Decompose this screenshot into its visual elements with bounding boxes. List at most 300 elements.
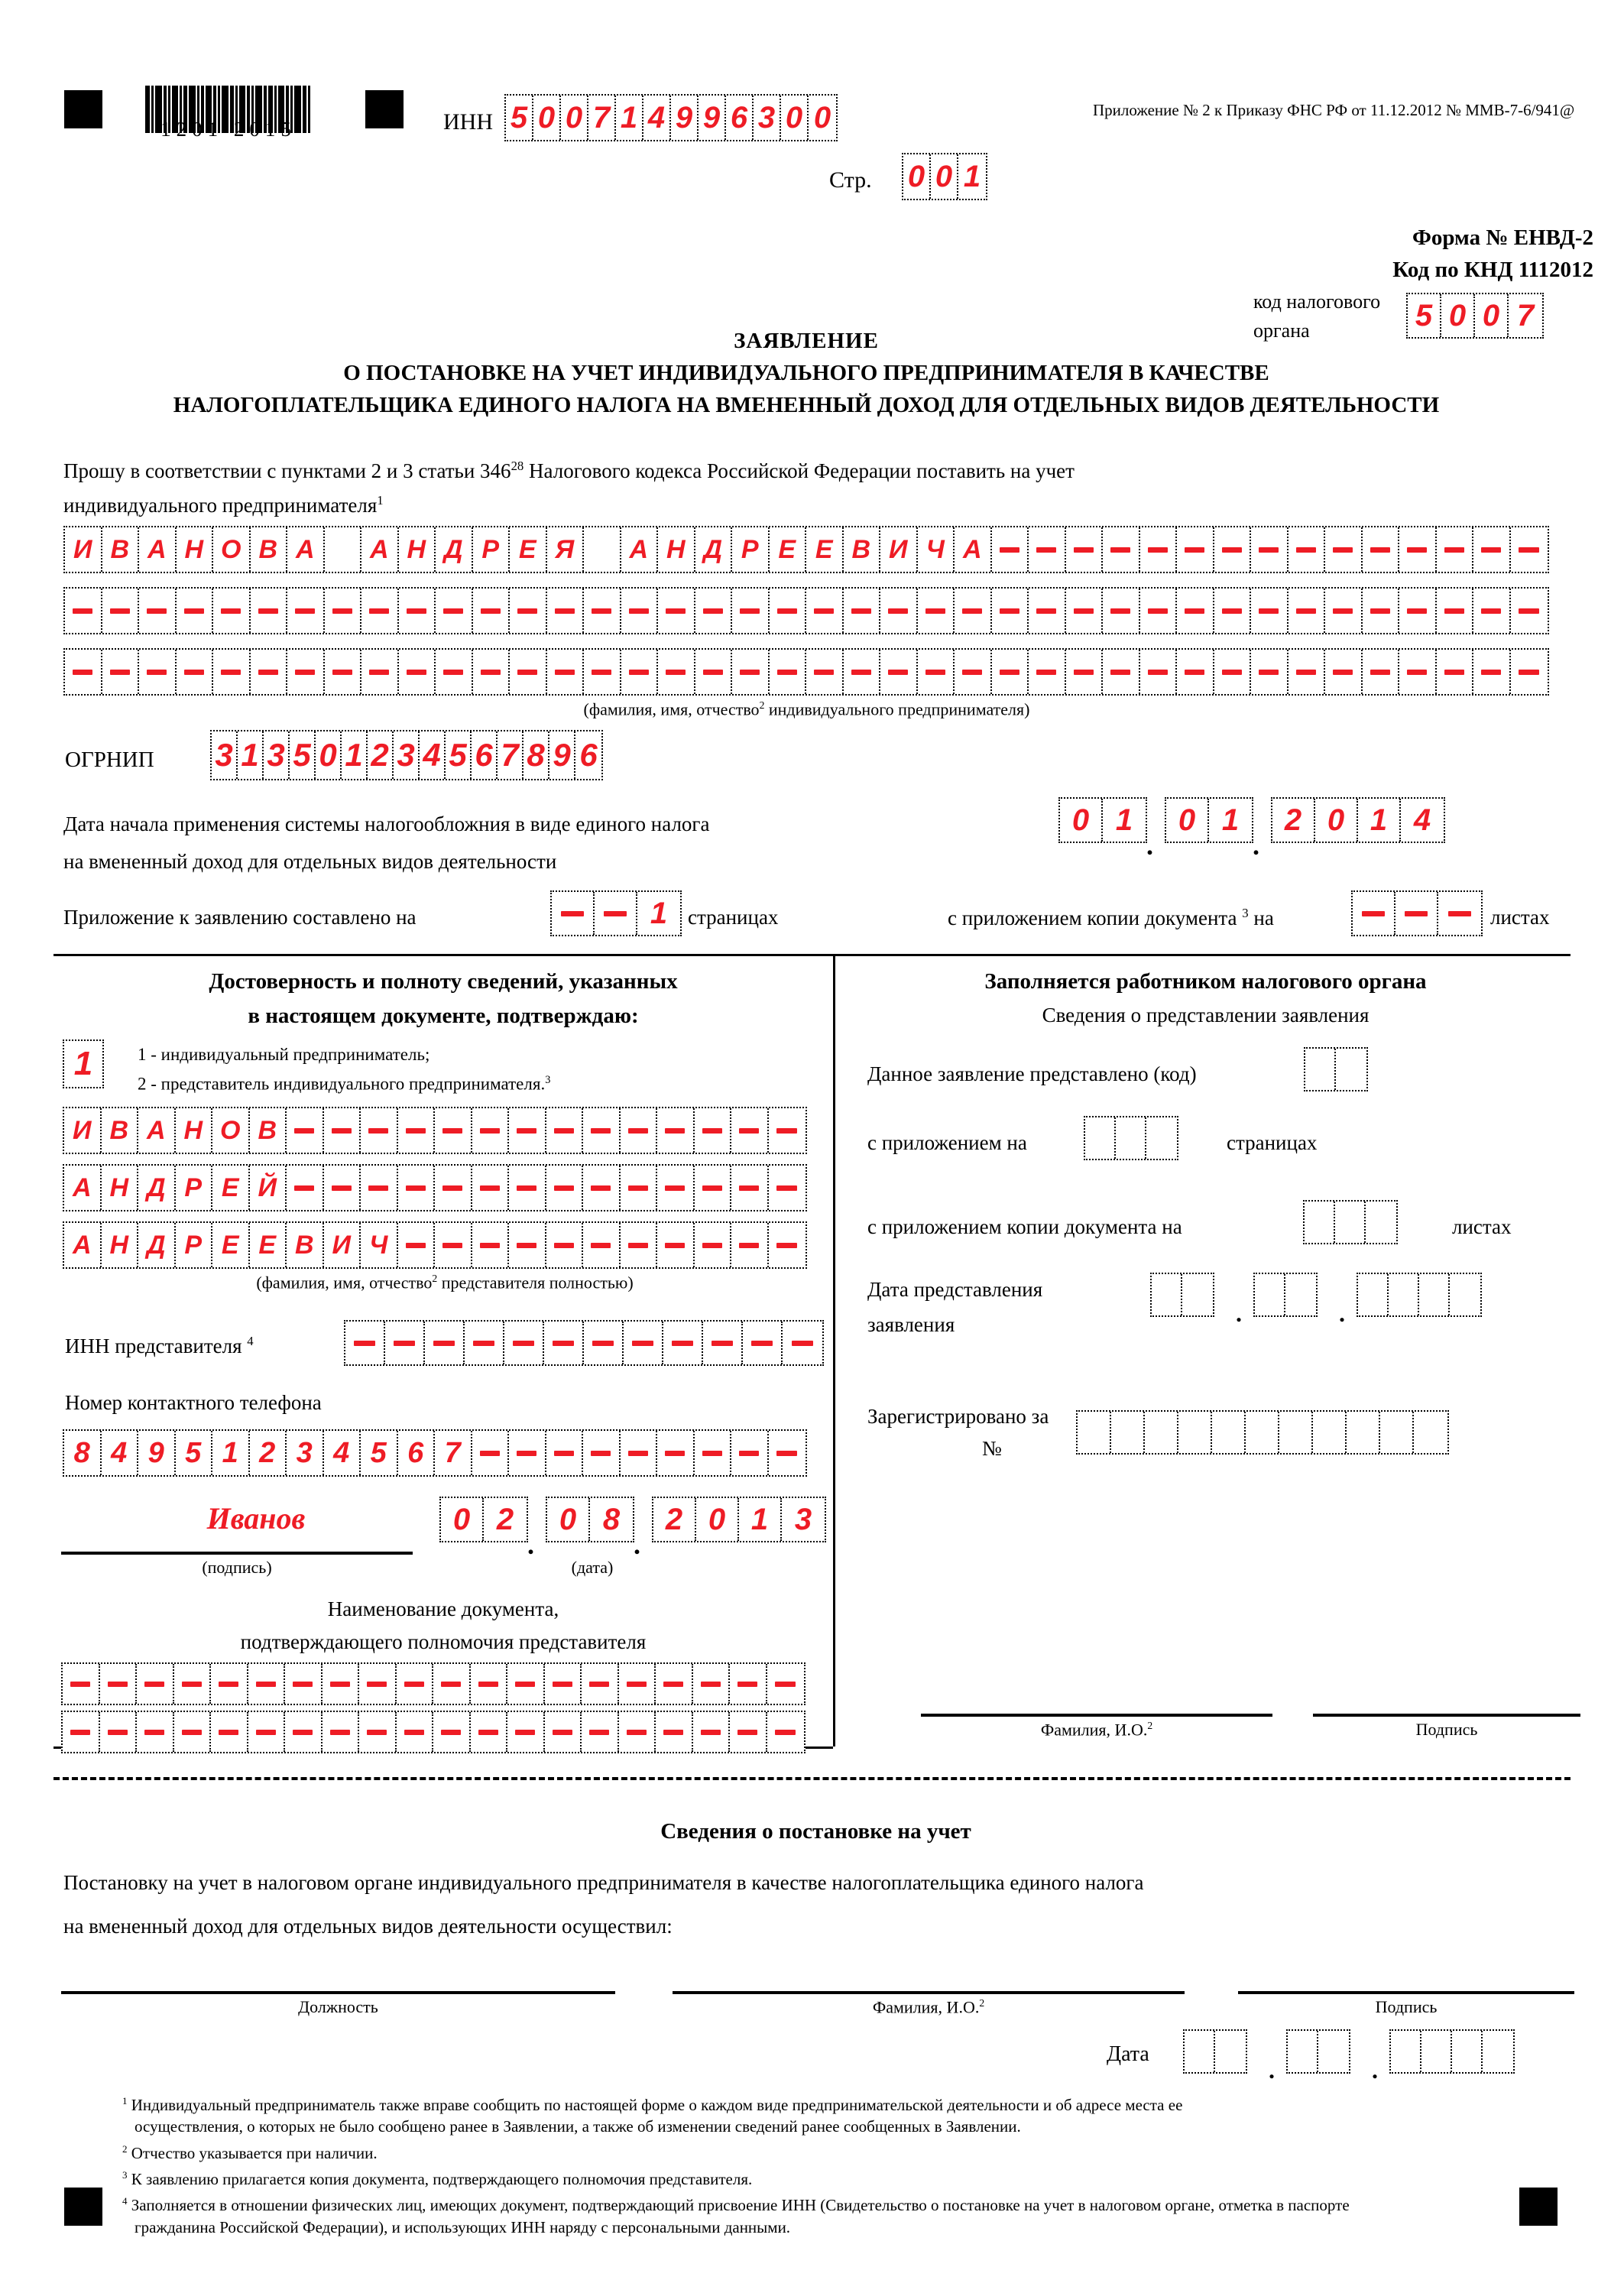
phone-cell-3[interactable]: 9: [138, 1431, 176, 1475]
rep-firstname-cell-5[interactable]: Е: [212, 1166, 250, 1210]
to-regno-cell-10[interactable]: [1380, 1412, 1414, 1453]
attachment-copies-input[interactable]: [1351, 890, 1483, 936]
ip-name-r1-cell-19[interactable]: Р: [732, 527, 770, 572]
ip-name-r1-cell-26[interactable]: [992, 527, 1029, 572]
ip-name-row-1[interactable]: [63, 526, 1549, 573]
ip-name-r2-cell-35[interactable]: [1325, 589, 1363, 633]
rep-patronymic-cell-3[interactable]: Д: [138, 1223, 176, 1267]
ip-name-r1-cell-6[interactable]: В: [251, 527, 288, 572]
ip-name-r2-cell-11[interactable]: [436, 589, 473, 633]
doc-r1-cell-18[interactable]: [693, 1664, 731, 1704]
inn-cell-12[interactable]: 0: [813, 100, 831, 135]
doc-r1-cell-7[interactable]: [285, 1664, 323, 1704]
ogrnip-cell-11[interactable]: 6: [472, 731, 498, 779]
doc-r2-cell-20[interactable]: [767, 1712, 805, 1752]
ip-name-r1-cell-31[interactable]: [1177, 527, 1214, 572]
ip-name-r1-cell-29[interactable]: [1103, 527, 1140, 572]
officer-date-year-input[interactable]: [1357, 1273, 1482, 1317]
ogrnip-cell-13[interactable]: 8: [524, 731, 549, 779]
ip-name-r2-cell-29[interactable]: [1103, 589, 1140, 633]
ip-name-r1-cell-12[interactable]: Р: [473, 527, 511, 572]
ip-name-r3-cell-2[interactable]: [102, 650, 140, 694]
taxorg-cell-2[interactable]: 0: [1441, 294, 1475, 337]
ogrnip-cell-7[interactable]: 2: [368, 731, 394, 779]
rep-patronymic-cell-15[interactable]: [583, 1223, 621, 1267]
ip-name-row-3[interactable]: [63, 648, 1549, 696]
ogrnip-cell-1[interactable]: 3: [212, 731, 238, 779]
rep-patronymic-cell-11[interactable]: [435, 1223, 472, 1267]
ip-name-r3-cell-23[interactable]: [880, 650, 918, 694]
rg-year-cell-4[interactable]: [1483, 2031, 1513, 2072]
inn-cell-8[interactable]: 9: [699, 96, 726, 140]
to-day-cell-1[interactable]: [1152, 1274, 1182, 1315]
ip-name-r3-cell-37[interactable]: [1399, 650, 1437, 694]
doc-r1-cell-2[interactable]: [100, 1664, 138, 1704]
doc-r1-cell-12[interactable]: [471, 1664, 508, 1704]
rep-surname-cell-9[interactable]: [361, 1108, 398, 1153]
phone-cell-12[interactable]: [472, 1431, 510, 1475]
ip-name-r2-cell-25[interactable]: [955, 589, 992, 633]
rep-surname-cell-10[interactable]: [398, 1108, 436, 1153]
ip-name-r3-cell-16[interactable]: [621, 650, 659, 694]
ip-name-r2-cell-34[interactable]: [1289, 589, 1326, 633]
page-cell-2[interactable]: 0: [931, 154, 958, 199]
ip-name-r1-cell-25[interactable]: А: [955, 527, 992, 572]
ip-name-r2-cell-18[interactable]: [695, 589, 733, 633]
ip-name-r1-cell-30[interactable]: [1140, 527, 1178, 572]
ip-name-r3-cell-11[interactable]: [436, 650, 473, 694]
phone-cell-11[interactable]: 7: [435, 1431, 472, 1475]
ip-name-r3-cell-28[interactable]: [1066, 650, 1104, 694]
ip-name-r3-cell-3[interactable]: [139, 650, 177, 694]
authority-document-row-1[interactable]: [61, 1662, 806, 1705]
rep-firstname-cell-20[interactable]: [769, 1166, 806, 1210]
ogrnip-cell-10[interactable]: 5: [446, 731, 472, 779]
ip-name-r3-cell-6[interactable]: [251, 650, 288, 694]
rep-surname-cell-11[interactable]: [435, 1108, 472, 1153]
ip-name-r3-cell-5[interactable]: [213, 650, 251, 694]
phone-cell-13[interactable]: [509, 1431, 546, 1475]
rep-inn-cell-1[interactable]: [345, 1322, 385, 1364]
inn-cell-5[interactable]: 1: [616, 96, 643, 140]
ip-name-r1-cell-35[interactable]: [1325, 527, 1363, 572]
phone-cell-14[interactable]: [546, 1431, 584, 1475]
ip-name-r2-cell-24[interactable]: [918, 589, 955, 633]
sd-year-cell-1[interactable]: 2: [1272, 799, 1315, 842]
ip-name-r2-cell-16[interactable]: [621, 589, 659, 633]
rep-patronymic-cell-13[interactable]: [509, 1223, 546, 1267]
ogrnip-cell-6[interactable]: 1: [342, 731, 368, 779]
inn-cell-1[interactable]: 5: [506, 96, 533, 140]
rep-surname-cell-16[interactable]: [621, 1108, 658, 1153]
inn-cell-6[interactable]: 4: [643, 96, 671, 140]
rep-inn-cell-8[interactable]: [624, 1322, 663, 1364]
ip-name-r2-cell-20[interactable]: [770, 589, 807, 633]
ogrnip-cell-5[interactable]: 0: [316, 731, 342, 779]
ip-name-r2-cell-36[interactable]: [1363, 589, 1400, 633]
ip-name-r3-cell-9[interactable]: [361, 650, 399, 694]
ip-name-r3-cell-31[interactable]: [1177, 650, 1214, 694]
to-copies-cell-3[interactable]: [1366, 1202, 1396, 1243]
ip-name-r1-cell-11[interactable]: Д: [436, 527, 473, 572]
inn-input[interactable]: [504, 94, 838, 141]
inn-cell-3[interactable]: 0: [561, 96, 588, 140]
rep-firstname-cell-17[interactable]: [657, 1166, 695, 1210]
doc-r1-cell-17[interactable]: [656, 1664, 693, 1704]
ip-name-r2-cell-6[interactable]: [251, 589, 288, 633]
rep-patronymic-cell-14[interactable]: [546, 1223, 584, 1267]
ip-name-r3-cell-12[interactable]: [473, 650, 511, 694]
ip-name-r3-cell-15[interactable]: [584, 650, 621, 694]
ogrnip-cell-15[interactable]: 6: [579, 737, 598, 773]
ip-name-r3-cell-25[interactable]: [955, 650, 992, 694]
ip-name-r1-cell-37[interactable]: [1399, 527, 1437, 572]
to-regno-cell-11[interactable]: [1414, 1412, 1447, 1453]
doc-r2-cell-9[interactable]: [359, 1712, 397, 1752]
ogrnip-cell-9[interactable]: 4: [420, 731, 446, 779]
inn-cell-11[interactable]: 0: [781, 96, 809, 140]
ip-name-r1-cell-28[interactable]: [1066, 527, 1104, 572]
to-regno-cell-7[interactable]: [1279, 1412, 1313, 1453]
att-pages-cell-3[interactable]: 1: [650, 896, 668, 930]
phone-cell-10[interactable]: 6: [398, 1431, 436, 1475]
ip-name-r1-cell-9[interactable]: А: [361, 527, 399, 572]
doc-r1-cell-15[interactable]: [582, 1664, 619, 1704]
ip-name-r1-cell-10[interactable]: Н: [399, 527, 436, 572]
rep-firstname-cell-3[interactable]: Д: [138, 1166, 176, 1210]
ip-name-r2-cell-17[interactable]: [658, 589, 695, 633]
rep-surname-cell-6[interactable]: В: [250, 1108, 287, 1153]
phone-input[interactable]: [63, 1429, 807, 1477]
doc-r1-cell-16[interactable]: [619, 1664, 656, 1704]
ip-name-r3-cell-8[interactable]: [325, 650, 362, 694]
rep-patronymic-cell-1[interactable]: А: [64, 1223, 102, 1267]
to-regno-cell-3[interactable]: [1145, 1412, 1178, 1453]
doc-r2-cell-18[interactable]: [693, 1712, 731, 1752]
att-copies-cell-3[interactable]: [1438, 892, 1481, 935]
ip-name-r3-cell-36[interactable]: [1363, 650, 1400, 694]
start-date-year-input[interactable]: [1271, 797, 1445, 843]
phone-cell-2[interactable]: 4: [102, 1431, 139, 1475]
ip-name-r2-cell-9[interactable]: [361, 589, 399, 633]
attachment-pages-input[interactable]: [550, 890, 682, 936]
doc-r2-cell-17[interactable]: [656, 1712, 693, 1752]
ip-name-r1-cell-38[interactable]: [1437, 527, 1474, 572]
rg-year-cell-3[interactable]: [1452, 2031, 1483, 2072]
to-regno-cell-4[interactable]: [1178, 1412, 1212, 1453]
signature-date-year-input[interactable]: [652, 1497, 826, 1542]
doc-r2-cell-2[interactable]: [100, 1712, 138, 1752]
doc-r2-cell-8[interactable]: [323, 1712, 360, 1752]
doc-r2-cell-10[interactable]: [397, 1712, 434, 1752]
rep-surname-cell-7[interactable]: [287, 1108, 324, 1153]
rep-firstname-cell-7[interactable]: [287, 1166, 324, 1210]
ip-name-r1-cell-8[interactable]: [325, 527, 362, 572]
ip-name-r1-cell-18[interactable]: Д: [695, 527, 733, 572]
rep-firstname-cell-11[interactable]: [435, 1166, 472, 1210]
rg-month-cell-2[interactable]: [1318, 2031, 1349, 2072]
rep-inn-cell-9[interactable]: [663, 1322, 703, 1364]
ip-name-r3-cell-30[interactable]: [1140, 650, 1178, 694]
doc-r2-cell-15[interactable]: [582, 1712, 619, 1752]
rep-patronymic-cell-4[interactable]: Р: [176, 1223, 213, 1267]
ip-name-row-2[interactable]: [63, 587, 1549, 634]
to-day-cell-2[interactable]: [1182, 1274, 1213, 1315]
ip-name-r3-cell-27[interactable]: [1029, 650, 1066, 694]
ip-name-r1-cell-32[interactable]: [1214, 527, 1252, 572]
rep-inn-cell-12[interactable]: [783, 1322, 822, 1364]
confirm-code-input[interactable]: [63, 1039, 104, 1088]
rep-surname-cell-2[interactable]: В: [102, 1108, 139, 1153]
doc-r2-cell-13[interactable]: [507, 1712, 545, 1752]
doc-r1-cell-11[interactable]: [433, 1664, 471, 1704]
att-pages-cell-1[interactable]: [552, 892, 595, 935]
to-month-cell-1[interactable]: [1255, 1274, 1285, 1315]
ip-name-r3-cell-39[interactable]: [1473, 650, 1511, 694]
ip-name-r1-cell-36[interactable]: [1363, 527, 1400, 572]
ip-name-r3-cell-19[interactable]: [732, 650, 770, 694]
representative-patronymic-input[interactable]: [63, 1221, 807, 1269]
sig-year-cell-4[interactable]: 3: [794, 1502, 812, 1536]
ip-name-r1-cell-2[interactable]: В: [102, 527, 140, 572]
rep-surname-cell-20[interactable]: [769, 1108, 806, 1153]
page-number-input[interactable]: [902, 153, 987, 200]
inn-cell-7[interactable]: 9: [671, 96, 699, 140]
ip-name-r3-cell-7[interactable]: [287, 650, 325, 694]
doc-r1-cell-6[interactable]: [248, 1664, 286, 1704]
page-cell-3[interactable]: 1: [963, 159, 981, 193]
sd-year-cell-2[interactable]: 0: [1315, 799, 1358, 842]
registration-number-input[interactable]: [1076, 1410, 1449, 1455]
ip-name-r1-cell-33[interactable]: [1251, 527, 1289, 572]
phone-cell-9[interactable]: 5: [361, 1431, 398, 1475]
signature-date-day-input[interactable]: [439, 1497, 528, 1542]
ip-name-r3-cell-4[interactable]: [177, 650, 214, 694]
doc-r2-cell-5[interactable]: [211, 1712, 248, 1752]
ip-name-r2-cell-31[interactable]: [1177, 589, 1214, 633]
ip-name-r2-cell-13[interactable]: [510, 589, 547, 633]
rep-patronymic-cell-12[interactable]: [472, 1223, 510, 1267]
submitted-code-input[interactable]: [1304, 1047, 1368, 1091]
rg-month-cell-1[interactable]: [1288, 2031, 1318, 2072]
sd-month-cell-2[interactable]: 1: [1221, 803, 1240, 837]
ip-name-r3-cell-18[interactable]: [695, 650, 733, 694]
to-copies-cell-1[interactable]: [1305, 1202, 1335, 1243]
ip-name-r3-cell-21[interactable]: [806, 650, 844, 694]
rep-surname-cell-13[interactable]: [509, 1108, 546, 1153]
rep-firstname-cell-18[interactable]: [695, 1166, 732, 1210]
officer-pages-input[interactable]: [1084, 1116, 1178, 1160]
representative-inn-input[interactable]: [344, 1320, 824, 1366]
rep-patronymic-cell-7[interactable]: В: [287, 1223, 324, 1267]
rep-patronymic-cell-5[interactable]: Е: [212, 1223, 250, 1267]
doc-r1-cell-4[interactable]: [174, 1664, 212, 1704]
to-submitted-cell-2[interactable]: [1336, 1049, 1366, 1090]
to-year-cell-4[interactable]: [1450, 1274, 1480, 1315]
rep-firstname-cell-6[interactable]: Й: [250, 1166, 287, 1210]
to-regno-cell-8[interactable]: [1313, 1412, 1347, 1453]
sd-day-cell-2[interactable]: 1: [1115, 803, 1133, 837]
ip-name-r2-cell-37[interactable]: [1399, 589, 1437, 633]
ip-name-r2-cell-22[interactable]: [844, 589, 881, 633]
ip-name-r2-cell-10[interactable]: [399, 589, 436, 633]
phone-cell-7[interactable]: 3: [287, 1431, 324, 1475]
rg-year-cell-2[interactable]: [1421, 2031, 1452, 2072]
officer-date-month-input[interactable]: [1253, 1273, 1318, 1317]
ip-name-r1-cell-27[interactable]: [1029, 527, 1066, 572]
doc-r1-cell-8[interactable]: [323, 1664, 360, 1704]
ip-name-r2-cell-30[interactable]: [1140, 589, 1178, 633]
doc-r1-cell-20[interactable]: [767, 1664, 805, 1704]
rep-patronymic-cell-10[interactable]: [398, 1223, 436, 1267]
doc-r2-cell-14[interactable]: [545, 1712, 582, 1752]
rep-patronymic-cell-9[interactable]: Ч: [361, 1223, 398, 1267]
att-copies-cell-2[interactable]: [1395, 892, 1438, 935]
sig-year-cell-3[interactable]: 1: [739, 1498, 782, 1541]
ip-name-r3-cell-14[interactable]: [547, 650, 585, 694]
sig-month-cell-2[interactable]: 8: [602, 1502, 621, 1536]
rep-surname-cell-4[interactable]: Н: [176, 1108, 213, 1153]
ip-name-r1-cell-17[interactable]: Н: [658, 527, 695, 572]
rep-surname-cell-14[interactable]: [546, 1108, 584, 1153]
att-pages-cell-2[interactable]: [595, 892, 637, 935]
rep-firstname-cell-9[interactable]: [361, 1166, 398, 1210]
ogrnip-cell-14[interactable]: 9: [549, 731, 575, 779]
inn-cell-2[interactable]: 0: [533, 96, 561, 140]
doc-r1-cell-19[interactable]: [730, 1664, 767, 1704]
att-copies-cell-1[interactable]: [1353, 892, 1395, 935]
rep-inn-cell-6[interactable]: [544, 1322, 584, 1364]
ip-name-r2-cell-12[interactable]: [473, 589, 511, 633]
rep-surname-cell-12[interactable]: [472, 1108, 510, 1153]
doc-r2-cell-12[interactable]: [471, 1712, 508, 1752]
to-year-cell-1[interactable]: [1358, 1274, 1389, 1315]
rep-firstname-cell-15[interactable]: [583, 1166, 621, 1210]
representative-surname-input[interactable]: [63, 1107, 807, 1154]
ip-name-r2-cell-15[interactable]: [584, 589, 621, 633]
to-regno-cell-2[interactable]: [1111, 1412, 1145, 1453]
taxorg-cell-3[interactable]: 0: [1475, 294, 1509, 337]
rep-patronymic-cell-18[interactable]: [695, 1223, 732, 1267]
ip-name-r2-cell-19[interactable]: [732, 589, 770, 633]
rg-year-cell-1[interactable]: [1391, 2031, 1421, 2072]
rg-day-cell-1[interactable]: [1185, 2031, 1215, 2072]
ip-name-r1-cell-7[interactable]: А: [287, 527, 325, 572]
doc-r2-cell-3[interactable]: [137, 1712, 174, 1752]
ip-name-r2-cell-27[interactable]: [1029, 589, 1066, 633]
rep-firstname-cell-14[interactable]: [546, 1166, 584, 1210]
ip-name-r1-cell-15[interactable]: [584, 527, 621, 572]
doc-r1-cell-5[interactable]: [211, 1664, 248, 1704]
authority-document-row-2[interactable]: [61, 1711, 806, 1753]
to-pages-cell-2[interactable]: [1116, 1117, 1146, 1159]
rep-surname-cell-19[interactable]: [731, 1108, 769, 1153]
signature-date-month-input[interactable]: [546, 1497, 634, 1542]
doc-r1-cell-3[interactable]: [137, 1664, 174, 1704]
rep-firstname-cell-13[interactable]: [509, 1166, 546, 1210]
rep-surname-cell-8[interactable]: [324, 1108, 361, 1153]
doc-r2-cell-6[interactable]: [248, 1712, 286, 1752]
start-date-month-input[interactable]: [1165, 797, 1253, 843]
to-copies-cell-2[interactable]: [1335, 1202, 1366, 1243]
phone-cell-16[interactable]: [621, 1431, 658, 1475]
rep-inn-cell-5[interactable]: [504, 1322, 544, 1364]
officer-copies-input[interactable]: [1303, 1200, 1398, 1244]
doc-r2-cell-19[interactable]: [730, 1712, 767, 1752]
ip-name-r3-cell-22[interactable]: [844, 650, 881, 694]
rep-inn-cell-11[interactable]: [743, 1322, 783, 1364]
officer-date-day-input[interactable]: [1150, 1273, 1214, 1317]
ogrnip-cell-3[interactable]: 3: [264, 731, 290, 779]
inn-cell-10[interactable]: 3: [754, 96, 781, 140]
ip-name-r1-cell-1[interactable]: И: [65, 527, 102, 572]
doc-r1-cell-9[interactable]: [359, 1664, 397, 1704]
ip-name-r2-cell-39[interactable]: [1473, 589, 1511, 633]
rep-patronymic-cell-2[interactable]: Н: [102, 1223, 139, 1267]
ip-name-r2-cell-26[interactable]: [992, 589, 1029, 633]
sig-year-cell-1[interactable]: 2: [653, 1498, 696, 1541]
ip-name-r1-cell-22[interactable]: В: [844, 527, 881, 572]
ip-name-r3-cell-24[interactable]: [918, 650, 955, 694]
to-year-cell-3[interactable]: [1419, 1274, 1450, 1315]
ip-name-r2-cell-28[interactable]: [1066, 589, 1104, 633]
rep-patronymic-cell-20[interactable]: [769, 1223, 806, 1267]
rep-patronymic-cell-16[interactable]: [621, 1223, 658, 1267]
ip-name-r3-cell-26[interactable]: [992, 650, 1029, 694]
phone-cell-8[interactable]: 4: [324, 1431, 361, 1475]
rep-inn-cell-7[interactable]: [584, 1322, 624, 1364]
ip-name-r2-cell-2[interactable]: [102, 589, 140, 633]
ogrnip-cell-12[interactable]: 7: [498, 731, 524, 779]
doc-r1-cell-1[interactable]: [63, 1664, 100, 1704]
to-year-cell-2[interactable]: [1389, 1274, 1419, 1315]
ip-name-r2-cell-4[interactable]: [177, 589, 214, 633]
ip-name-r1-cell-39[interactable]: [1473, 527, 1511, 572]
ip-name-r1-cell-20[interactable]: Е: [770, 527, 807, 572]
ip-name-r1-cell-23[interactable]: И: [880, 527, 918, 572]
ip-name-r3-cell-33[interactable]: [1251, 650, 1289, 694]
rep-firstname-cell-10[interactable]: [398, 1166, 436, 1210]
rep-surname-cell-5[interactable]: О: [212, 1108, 250, 1153]
doc-r2-cell-7[interactable]: [285, 1712, 323, 1752]
ip-name-r3-cell-29[interactable]: [1103, 650, 1140, 694]
ip-name-r3-cell-10[interactable]: [399, 650, 436, 694]
rep-surname-cell-3[interactable]: А: [138, 1108, 176, 1153]
ip-name-r1-cell-16[interactable]: А: [621, 527, 659, 572]
ip-name-r3-cell-17[interactable]: [658, 650, 695, 694]
ip-name-r2-cell-5[interactable]: [213, 589, 251, 633]
doc-r2-cell-11[interactable]: [433, 1712, 471, 1752]
start-date-day-input[interactable]: [1058, 797, 1147, 843]
to-pages-cell-3[interactable]: [1146, 1117, 1177, 1159]
doc-r2-cell-16[interactable]: [619, 1712, 656, 1752]
rep-firstname-cell-8[interactable]: [324, 1166, 361, 1210]
to-regno-cell-9[interactable]: [1347, 1412, 1380, 1453]
doc-r2-cell-4[interactable]: [174, 1712, 212, 1752]
sd-year-cell-3[interactable]: 1: [1358, 799, 1401, 842]
ip-name-r2-cell-40[interactable]: [1511, 589, 1548, 633]
rg-day-cell-2[interactable]: [1215, 2031, 1246, 2072]
rep-inn-cell-2[interactable]: [385, 1322, 425, 1364]
ip-name-r1-cell-40[interactable]: [1511, 527, 1548, 572]
sig-year-cell-2[interactable]: 0: [696, 1498, 739, 1541]
registration-date-day-input[interactable]: [1183, 2029, 1247, 2074]
phone-cell-1[interactable]: 8: [64, 1431, 102, 1475]
rep-patronymic-cell-19[interactable]: [731, 1223, 769, 1267]
phone-cell-4[interactable]: 5: [176, 1431, 213, 1475]
phone-cell-20[interactable]: [769, 1431, 806, 1475]
taxorg-cell-4[interactable]: 7: [1516, 298, 1535, 332]
